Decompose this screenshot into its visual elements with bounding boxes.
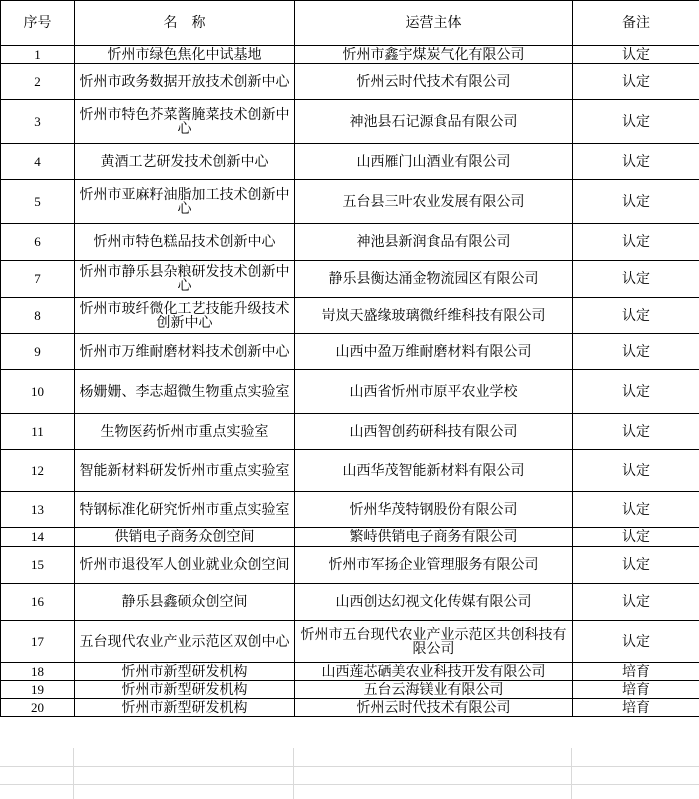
cell-no: 3 <box>1 100 75 144</box>
table-row <box>1 621 699 663</box>
cell-note: 认定 <box>573 450 699 492</box>
header-col-no: 序号 <box>1 1 75 46</box>
cell-no: 16 <box>1 584 75 621</box>
cell-no: 4 <box>1 144 75 180</box>
cell-org: 忻州市军扬企业管理服务有限公司 <box>295 547 573 584</box>
cell-name: 忻州市特色芥菜酱腌菜技术创新中心 <box>75 100 295 144</box>
cell-no: 14 <box>1 528 75 547</box>
cell-no: 5 <box>1 180 75 224</box>
cell-org: 静乐县衡达涌金物流园区有限公司 <box>295 261 573 298</box>
cell-org: 忻州市五台现代农业产业示范区共创科技有限公司 <box>295 621 573 663</box>
cell-org: 山西中盈万维耐磨材料有限公司 <box>295 334 573 370</box>
cell-note: 认定 <box>573 584 699 621</box>
cell-name: 智能新材料研发忻州市重点实验室 <box>75 450 295 492</box>
cell-note: 认定 <box>573 528 699 547</box>
cell-name: 忻州市新型研发机构 <box>75 699 295 717</box>
cell-no: 17 <box>1 621 75 663</box>
table-row <box>1 663 699 681</box>
cell-note: 认定 <box>573 621 699 663</box>
cell-note: 认定 <box>573 64 699 100</box>
cell-org: 山西雁门山酒业有限公司 <box>295 144 573 180</box>
cell-name: 特钢标准化研究忻州市重点实验室 <box>75 492 295 528</box>
cell-name: 忻州市退役军人创业就业众创空间 <box>75 547 295 584</box>
cell-note: 认定 <box>573 180 699 224</box>
empty-spreadsheet-grid <box>0 748 699 799</box>
cell-name: 忻州市新型研发机构 <box>75 663 295 681</box>
cell-org: 山西莲芯硒美农业科技开发有限公司 <box>295 663 573 681</box>
cell-note: 认定 <box>573 144 699 180</box>
cell-org: 山西智创药研科技有限公司 <box>295 414 573 450</box>
cell-org: 岢岚天盛缘玻璃微纤维科技有限公司 <box>295 298 573 334</box>
cell-name: 忻州市新型研发机构 <box>75 681 295 699</box>
table-row <box>1 584 699 621</box>
table-row <box>1 370 699 414</box>
cell-note: 认定 <box>573 46 699 64</box>
cell-org: 繁峙供销电子商务有限公司 <box>295 528 573 547</box>
cell-note: 认定 <box>573 492 699 528</box>
cell-name: 生物医药忻州市重点实验室 <box>75 414 295 450</box>
header-col-org: 运营主体 <box>295 1 573 46</box>
cell-name: 黄酒工艺研发技术创新中心 <box>75 144 295 180</box>
table-row <box>1 100 699 144</box>
cell-name: 忻州市政务数据开放技术创新中心 <box>75 64 295 100</box>
cell-no: 11 <box>1 414 75 450</box>
table-row <box>1 699 699 717</box>
table-row <box>1 298 699 334</box>
table-row <box>1 180 699 224</box>
table-row <box>1 46 699 64</box>
cell-name: 忻州市万维耐磨材料技术创新中心 <box>75 334 295 370</box>
cell-no: 1 <box>1 46 75 64</box>
cell-no: 10 <box>1 370 75 414</box>
table-row <box>1 64 699 100</box>
cell-no: 6 <box>1 224 75 261</box>
cell-no: 19 <box>1 681 75 699</box>
cell-name: 五台现代农业产业示范区双创中心 <box>75 621 295 663</box>
cell-name: 忻州市玻纤微化工艺技能升级技术创新中心 <box>75 298 295 334</box>
table-row <box>1 414 699 450</box>
cell-name: 供销电子商务众创空间 <box>75 528 295 547</box>
cell-note: 认定 <box>573 547 699 584</box>
cell-note: 培育 <box>573 681 699 699</box>
cell-org: 山西华茂智能新材料有限公司 <box>295 450 573 492</box>
cell-note: 认定 <box>573 261 699 298</box>
table-row <box>1 528 699 547</box>
cell-note: 认定 <box>573 370 699 414</box>
cell-no: 18 <box>1 663 75 681</box>
table-row <box>1 334 699 370</box>
table-row <box>1 492 699 528</box>
table-row <box>1 547 699 584</box>
cell-org: 山西省忻州市原平农业学校 <box>295 370 573 414</box>
cell-name: 杨姗姗、李志超微生物重点实验室 <box>75 370 295 414</box>
cell-org: 五台云海镁业有限公司 <box>295 681 573 699</box>
cell-note: 认定 <box>573 334 699 370</box>
cell-name: 静乐县鑫硕众创空间 <box>75 584 295 621</box>
cell-note: 认定 <box>573 414 699 450</box>
cell-org: 神池县新润食品有限公司 <box>295 224 573 261</box>
cell-org: 忻州华茂特钢股份有限公司 <box>295 492 573 528</box>
table-row <box>1 144 699 180</box>
cell-no: 12 <box>1 450 75 492</box>
cell-org: 山西创达幻视文化传媒有限公司 <box>295 584 573 621</box>
cell-name: 忻州市亚麻籽油脂加工技术创新中心 <box>75 180 295 224</box>
cell-no: 15 <box>1 547 75 584</box>
header-col-name: 名 称 <box>75 1 295 46</box>
header-col-note: 备注 <box>573 1 699 46</box>
cell-org: 忻州云时代技术有限公司 <box>295 699 573 717</box>
cell-note: 认定 <box>573 298 699 334</box>
cell-note: 认定 <box>573 100 699 144</box>
cell-org: 神池县石记源食品有限公司 <box>295 100 573 144</box>
cell-org: 忻州市鑫宇煤炭气化有限公司 <box>295 46 573 64</box>
table-row <box>1 224 699 261</box>
cell-org: 忻州云时代技术有限公司 <box>295 64 573 100</box>
cell-org: 五台县三叶农业发展有限公司 <box>295 180 573 224</box>
table-row <box>1 261 699 298</box>
cell-name: 忻州市静乐县杂粮研发技术创新中心 <box>75 261 295 298</box>
cell-no: 7 <box>1 261 75 298</box>
table-row <box>1 450 699 492</box>
cell-name: 忻州市绿色焦化中试基地 <box>75 46 295 64</box>
cell-note: 认定 <box>573 224 699 261</box>
table-header-row <box>1 1 699 46</box>
cell-no: 8 <box>1 298 75 334</box>
cell-note: 培育 <box>573 699 699 717</box>
cell-no: 9 <box>1 334 75 370</box>
cell-no: 2 <box>1 64 75 100</box>
cell-no: 20 <box>1 699 75 717</box>
cell-no: 13 <box>1 492 75 528</box>
cell-name: 忻州市特色糕品技术创新中心 <box>75 224 295 261</box>
cell-note: 培育 <box>573 663 699 681</box>
table-row <box>1 681 699 699</box>
